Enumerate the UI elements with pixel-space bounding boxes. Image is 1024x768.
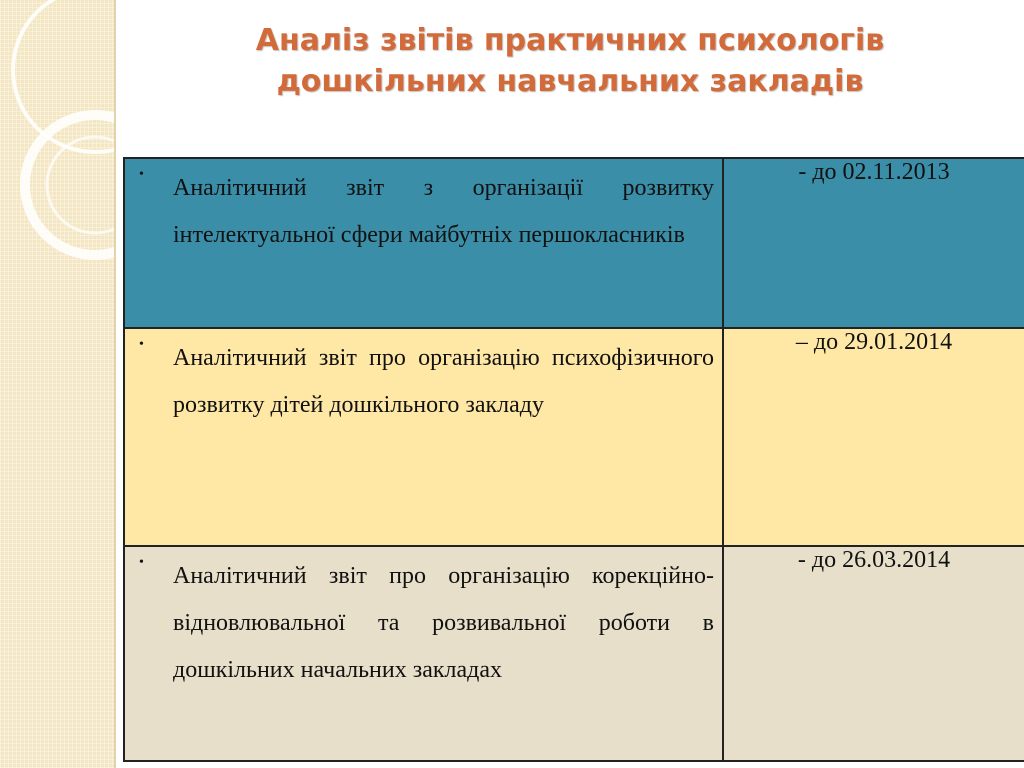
description-cell <box>124 158 723 328</box>
decorative-circles <box>0 0 114 768</box>
deadline-cell <box>723 158 1024 328</box>
deadline-cell <box>723 328 1024 546</box>
slide-title: Аналіз звітів практичних психологів дошкільних навчальних закладів <box>255 23 885 99</box>
bullet-icon: • <box>139 167 144 182</box>
table-row <box>124 546 1024 761</box>
description-cell <box>124 328 723 546</box>
bullet-icon: • <box>139 555 144 570</box>
decorative-side-strip <box>0 0 114 768</box>
bullet-icon: • <box>139 337 144 352</box>
table-row <box>124 328 1024 546</box>
report-deadline: – до 29.01.2014 <box>795 329 953 355</box>
table-row <box>124 158 1024 328</box>
description-cell <box>124 546 723 761</box>
deadline-cell <box>723 546 1024 761</box>
reports-table <box>123 157 1024 762</box>
report-deadline: - до 02.11.2013 <box>798 159 950 185</box>
report-description: Аналітичний звіт про організацію корекційно-відновлювальної та розвивальної роботи в дошкільних начальних закладах <box>173 563 714 683</box>
report-description: Аналітичний звіт про організацію психофізичного розвитку дітей дошкільного закладу <box>173 345 714 418</box>
side-strip-border <box>114 0 116 768</box>
report-deadline: - до 26.03.2014 <box>797 547 951 573</box>
report-description: Аналітичний звіт з організації розвитку інтелектуальної сфери майбутніх першокласників <box>173 175 714 248</box>
